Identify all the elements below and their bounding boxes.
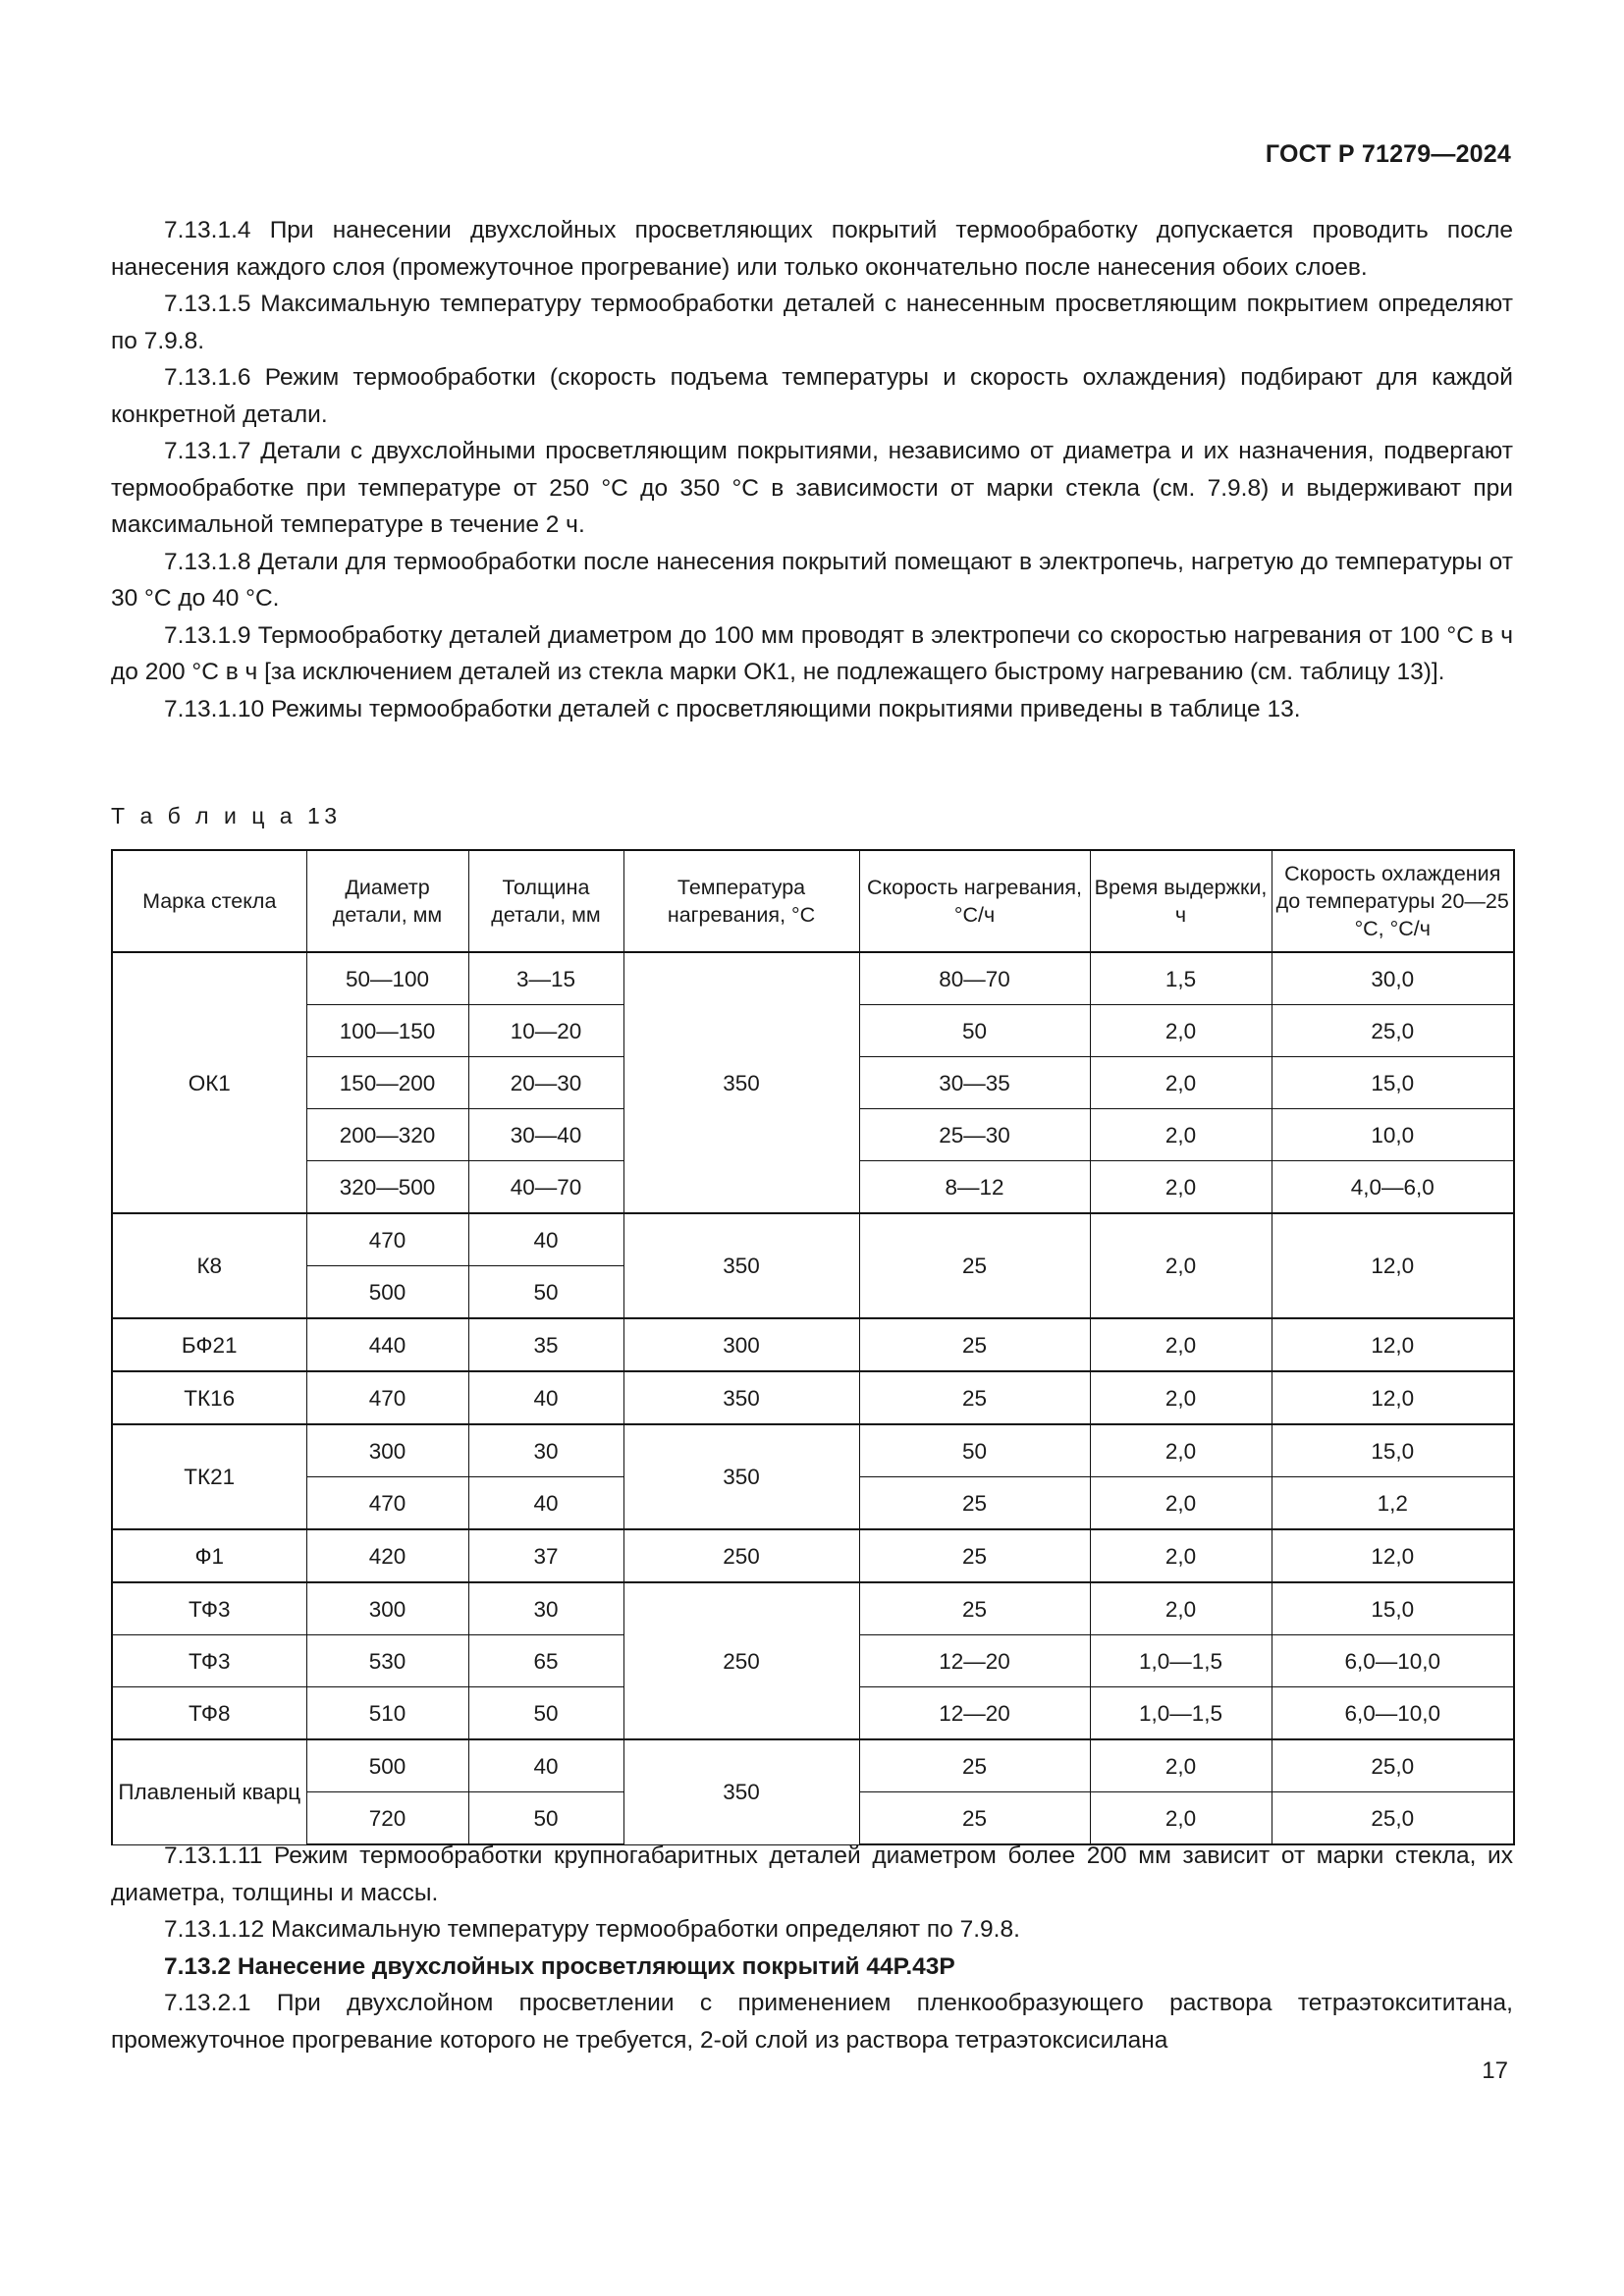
cell-thickness: 50 — [468, 1792, 623, 1845]
cell-diameter: 300 — [306, 1424, 468, 1477]
cell-brand: ТК21 — [112, 1424, 306, 1529]
cell-heating-rate: 25 — [859, 1213, 1090, 1318]
column-header-diameter: Диаметр детали, мм — [306, 850, 468, 952]
table-caption: Т а б л и ц а 13 — [111, 803, 342, 828]
cell-cooling-rate: 15,0 — [1272, 1582, 1514, 1635]
cell-cooling-rate: 30,0 — [1272, 952, 1514, 1005]
cell-hold-time: 2,0 — [1090, 1424, 1272, 1477]
body-text-bottom — [111, 1838, 1513, 2058]
table-row — [112, 952, 1514, 1005]
cell-diameter: 470 — [306, 1213, 468, 1266]
cell-heating-rate: 50 — [859, 1424, 1090, 1477]
column-header-thickness: Толщина детали, мм — [468, 850, 623, 952]
table-row — [112, 1529, 1514, 1582]
cell-cooling-rate: 12,0 — [1272, 1318, 1514, 1371]
cell-hold-time: 1,0—1,5 — [1090, 1687, 1272, 1740]
paragraph-7-13-1-12: 7.13.1.12 Максимальную температуру термообработки определяют по 7.9.8. — [164, 1916, 1020, 1943]
cell-brand: К8 — [112, 1213, 306, 1318]
cell-cooling-rate: 25,0 — [1272, 1739, 1514, 1792]
cell-cooling-rate: 15,0 — [1272, 1424, 1514, 1477]
cell-thickness: 10—20 — [468, 1005, 623, 1057]
page-number: 17 — [1482, 2057, 1508, 2084]
cell-thickness: 30 — [468, 1582, 623, 1635]
table-header — [112, 850, 1514, 952]
cell-diameter: 500 — [306, 1266, 468, 1319]
cell-thickness: 40 — [468, 1213, 623, 1266]
cell-heating-rate: 8—12 — [859, 1161, 1090, 1214]
cell-diameter: 510 — [306, 1687, 468, 1740]
cell-hold-time: 2,0 — [1090, 1109, 1272, 1161]
cell-diameter: 200—320 — [306, 1109, 468, 1161]
cell-hold-time: 2,0 — [1090, 1529, 1272, 1582]
cell-hold-time: 2,0 — [1090, 1739, 1272, 1792]
cell-diameter: 50—100 — [306, 952, 468, 1005]
cell-diameter: 300 — [306, 1582, 468, 1635]
cell-brand: ТФ3 — [112, 1582, 306, 1635]
cell-heating-rate: 25 — [859, 1582, 1090, 1635]
paragraph-7-13-1-9: 7.13.1.9 Термообработку деталей диаметром до 100 мм проводят в электропечи со скоростью нагревания от 100 °C в ч до 200 °C в ч [за исключением деталей из стекла марки ОК1, не подлежащего быстрому нагреванию (см. таблицу 13)]. — [111, 621, 1513, 685]
cell-cooling-rate: 6,0—10,0 — [1272, 1687, 1514, 1740]
cell-diameter: 720 — [306, 1792, 468, 1845]
cell-diameter: 420 — [306, 1529, 468, 1582]
cell-hold-time: 2,0 — [1090, 1213, 1272, 1318]
cell-heating-rate: 25—30 — [859, 1109, 1090, 1161]
cell-brand: ТФ3 — [112, 1635, 306, 1687]
cell-diameter: 530 — [306, 1635, 468, 1687]
cell-heating-rate: 25 — [859, 1739, 1090, 1792]
table-row — [112, 1739, 1514, 1792]
cell-temperature: 250 — [623, 1529, 859, 1582]
cell-brand: БФ21 — [112, 1318, 306, 1371]
paragraph-7-13-1-10: 7.13.1.10 Режимы термообработки деталей с просветляющими покрытиями приведены в таблице 13. — [164, 695, 1301, 722]
table-header-row — [112, 850, 1514, 952]
cell-brand: Плавленый кварц — [112, 1739, 306, 1844]
cell-hold-time: 2,0 — [1090, 1057, 1272, 1109]
cell-diameter: 100—150 — [306, 1005, 468, 1057]
cell-diameter: 470 — [306, 1371, 468, 1424]
cell-cooling-rate: 12,0 — [1272, 1213, 1514, 1318]
cell-thickness: 50 — [468, 1687, 623, 1740]
standard-header: ГОСТ Р 71279—2024 — [1265, 140, 1511, 168]
cell-temperature: 300 — [623, 1318, 859, 1371]
cell-heating-rate: 80—70 — [859, 952, 1090, 1005]
cell-heating-rate: 12—20 — [859, 1687, 1090, 1740]
cell-diameter: 470 — [306, 1477, 468, 1530]
cell-cooling-rate: 4,0—6,0 — [1272, 1161, 1514, 1214]
column-header-heating-rate: Скорость нагревания, °C/ч — [859, 850, 1090, 952]
cell-hold-time: 2,0 — [1090, 1161, 1272, 1214]
section-heading-7-13-2: 7.13.2 Нанесение двухслойных просветляющих покрытий 44Р.43Р — [164, 1952, 955, 1980]
cell-temperature: 350 — [623, 1213, 859, 1318]
cell-temperature: 350 — [623, 1739, 859, 1844]
cell-cooling-rate: 15,0 — [1272, 1057, 1514, 1109]
cell-heating-rate: 25 — [859, 1529, 1090, 1582]
cell-temperature: 250 — [623, 1582, 859, 1739]
cell-hold-time: 2,0 — [1090, 1005, 1272, 1057]
cell-cooling-rate: 1,2 — [1272, 1477, 1514, 1530]
cell-cooling-rate: 6,0—10,0 — [1272, 1635, 1514, 1687]
cell-heating-rate: 50 — [859, 1005, 1090, 1057]
table-row — [112, 1213, 1514, 1266]
body-text-top — [111, 212, 1513, 727]
cell-temperature: 350 — [623, 1424, 859, 1529]
cell-thickness: 65 — [468, 1635, 623, 1687]
cell-brand: Ф1 — [112, 1529, 306, 1582]
paragraph-7-13-1-4: 7.13.1.4 При нанесении двухслойных просветляющих покрытий термообработку допускается проводить после нанесения каждого слоя (промежуточное прогревание) или только окончательно после нанесения обоих слоев. — [111, 217, 1513, 281]
cell-thickness: 30—40 — [468, 1109, 623, 1161]
cell-diameter: 150—200 — [306, 1057, 468, 1109]
cell-cooling-rate: 25,0 — [1272, 1005, 1514, 1057]
cell-cooling-rate: 12,0 — [1272, 1371, 1514, 1424]
paragraph-7-13-1-5: 7.13.1.5 Максимальную температуру термообработки деталей с нанесенным просветляющим покрытием определяют по 7.9.8. — [111, 291, 1513, 354]
cell-thickness: 50 — [468, 1266, 623, 1319]
cell-hold-time: 2,0 — [1090, 1477, 1272, 1530]
cell-brand: ОК1 — [112, 952, 306, 1213]
cell-thickness: 35 — [468, 1318, 623, 1371]
paragraph-7-13-1-7: 7.13.1.7 Детали с двухслойными просветляющим покрытиями, независимо от диаметра и их назначения, подвергают термообработке при температуре от 250 °C до 350 °C в зависимости от марки стекла (см. 7.9.8) и выдерживают при максимальной температуре в течение 2 ч. — [111, 438, 1513, 538]
cell-hold-time: 1,0—1,5 — [1090, 1635, 1272, 1687]
cell-thickness: 40 — [468, 1739, 623, 1792]
heat-treatment-table — [111, 849, 1515, 1845]
cell-thickness: 40 — [468, 1371, 623, 1424]
cell-hold-time: 2,0 — [1090, 1792, 1272, 1845]
cell-heating-rate: 25 — [859, 1792, 1090, 1845]
table-row — [112, 1318, 1514, 1371]
table-body — [112, 952, 1514, 1844]
cell-thickness: 20—30 — [468, 1057, 623, 1109]
cell-cooling-rate: 25,0 — [1272, 1792, 1514, 1845]
cell-temperature: 350 — [623, 1371, 859, 1424]
cell-heating-rate: 25 — [859, 1318, 1090, 1371]
cell-hold-time: 2,0 — [1090, 1582, 1272, 1635]
cell-temperature: 350 — [623, 952, 859, 1213]
cell-hold-time: 2,0 — [1090, 1318, 1272, 1371]
paragraph-7-13-1-11: 7.13.1.11 Режим термообработки крупногабаритных деталей диаметром более 200 мм зависит от марки стекла, их диаметра, толщины и массы. — [111, 1842, 1513, 1906]
paragraph-7-13-1-8: 7.13.1.8 Детали для термообработки после нанесения покрытий помещают в электропечь, нагретую до температуры от 30 °C до 40 °C. — [111, 548, 1513, 612]
paragraph-7-13-2-1: 7.13.2.1 При двухслойном просветлении с применением пленкообразующего раствора тетраэтоксититана, промежуточное прогревание которого не требуется, 2-ой слой из раствора тетраэтоксисилана — [111, 1990, 1513, 2054]
cell-hold-time: 1,5 — [1090, 952, 1272, 1005]
cell-cooling-rate: 10,0 — [1272, 1109, 1514, 1161]
column-header-cooling-rate: Скорость охлаждения до температуры 20—25 °C, °C/ч — [1272, 850, 1514, 952]
cell-brand: ТК16 — [112, 1371, 306, 1424]
cell-thickness: 30 — [468, 1424, 623, 1477]
cell-heating-rate: 12—20 — [859, 1635, 1090, 1687]
column-header-hold-time: Время выдержки, ч — [1090, 850, 1272, 952]
cell-diameter: 440 — [306, 1318, 468, 1371]
cell-cooling-rate: 12,0 — [1272, 1529, 1514, 1582]
cell-heating-rate: 30—35 — [859, 1057, 1090, 1109]
cell-brand: ТФ8 — [112, 1687, 306, 1740]
cell-heating-rate: 25 — [859, 1371, 1090, 1424]
cell-thickness: 37 — [468, 1529, 623, 1582]
cell-heating-rate: 25 — [859, 1477, 1090, 1530]
table-row — [112, 1424, 1514, 1477]
cell-thickness: 40—70 — [468, 1161, 623, 1214]
cell-thickness: 3—15 — [468, 952, 623, 1005]
table-row — [112, 1582, 1514, 1635]
paragraph-7-13-1-6: 7.13.1.6 Режим термообработки (скорость подъема температуры и скорость охлаждения) подбирают для каждой конкретной детали. — [111, 364, 1513, 428]
column-header-temperature: Температура нагревания, °C — [623, 850, 859, 952]
cell-hold-time: 2,0 — [1090, 1371, 1272, 1424]
cell-diameter: 500 — [306, 1739, 468, 1792]
cell-thickness: 40 — [468, 1477, 623, 1530]
table-row — [112, 1371, 1514, 1424]
cell-diameter: 320—500 — [306, 1161, 468, 1214]
column-header-brand: Марка стекла — [112, 850, 306, 952]
